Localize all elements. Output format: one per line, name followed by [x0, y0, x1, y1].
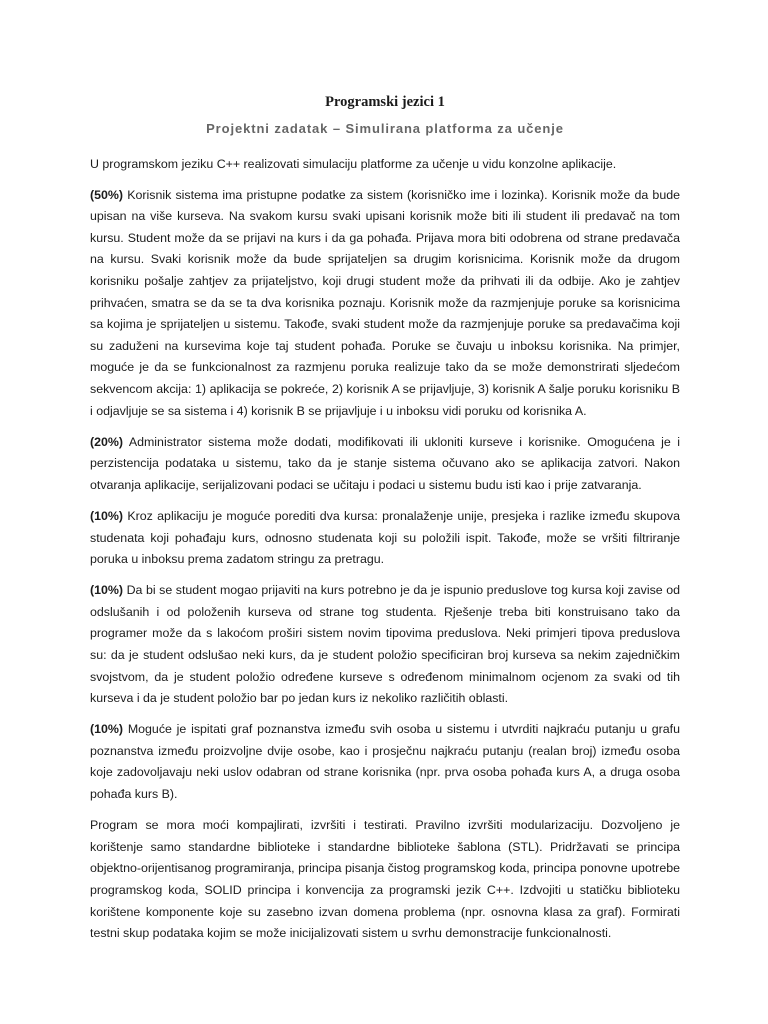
section-percent-2: (20%) — [90, 434, 124, 449]
section-text-2: Administrator sistema može dodati, modifikovati ili ukloniti kurseve i korisnike. Omogućena je i perzistencija podataka u sistemu, tako da je stanje sistema očuvano ako se aplikacija zatvori. Nakon otvaranja aplikacije, serijalizovani podaci se učitaju i podaci u sistemu budu isti kao i prije zatvaranja. — [90, 434, 680, 492]
section-text-5: Moguće je ispitati graf poznanstva između svih osoba u sistemu i utvrditi najkraću putanju u grafu poznanstva između proizvoljne dvije osobe, kao i prosječnu najkraću putanju (realan broj) između osoba koje zadovoljavaju neki uslov odabran od strane korisnika (npr. prva osoba pohađa kurs A, a druga osoba pohađa kurs B). — [90, 722, 680, 802]
document-subtitle: Projektni zadatak – Simulirana platforma za učenje — [206, 121, 564, 136]
section-paragraph-3 — [90, 506, 680, 571]
section-percent-3: (10%) — [90, 508, 124, 523]
section-paragraph-5 — [90, 719, 680, 805]
section-percent-4: (10%) — [90, 583, 124, 598]
intro-paragraph: U programskom jeziku C++ realizovati simulaciju platforme za učenje u vidu konzolne aplikacije. — [90, 157, 617, 171]
section-paragraph-4 — [90, 580, 680, 710]
section-text-1: Korisnik sistema ima pristupne podatke za sistem (korisničko ime i lozinka). Korisnik može da bude upisan na više kurseva. Na svakom kursu svaki upisani korisnik može biti ili student ili predavač na tom kursu. Student može da se prijavi na kurs i da ga pohađa. Prijava mora biti odobrena od strane predavača na kursu. Svaki korisnik može da bude sprijateljen sa drugim korisnicima. Korisnik može da drugom korisniku pošalje zahtjev za prijateljstvo, koji drugi student može da prihvati ili da odbije. Ako je zahtjev prihvaćen, smatra se da se ta dva korisnika poznaju. Korisnik može da razmjenjuje poruke sa korisnicima sa kojima je sprijateljen u sistemu. Takođe, svaki student može da razmjenjuje poruke sa predavačima koji su zaduženi na kursevima koje taj student pohađa. Poruke se čuvaju u inboksu korisnika. Na primjer, moguće je da se funkcionalnost za razmjenu poruka realizuje tako da se može demonstrirati sljedećom sekvencom akcija: 1) aplikacija se pokreće, 2) korisnik A se prijavljuje, 3) korisnik A šalje poruku korisniku B i odjavljuje se sa sistema i 4) korisnik B se prijavljuje i u inboksu vidi poruku od korisnika A. — [90, 187, 680, 418]
document-page — [90, 0, 680, 1024]
section-text-4: Da bi se student mogao prijaviti na kurs potrebno je da je ispunio preduslove tog kursa koji zavise od odslušanih i od položenih kurseva od strane tog studenta. Rješenje treba biti konstruisano tako da programer može da s lakoćom proširi sistem novim tipovima preduslova. Neki primjeri tipova preduslova su: da je student odslušao neki kurs, da je student položio specificiran broj kurseva sa nekim zajedničkim svojstvom, da je student položio određene kurseve s određenom minimalnom ocjenom za svaki od tih kurseva i da je student položio bar po jedan kurs iz nekoliko različitih oblasti. — [90, 583, 680, 706]
section-percent-1: (50%) — [90, 187, 124, 202]
document-title: Programski jezici 1 — [325, 94, 445, 110]
section-paragraph-2 — [90, 432, 680, 497]
document-body — [90, 154, 680, 954]
section-paragraph-1 — [90, 185, 680, 423]
section-text-3: Kroz aplikaciju je moguće porediti dva kursa: pronalaženje unije, presjeka i razlike između skupova studenata koji pohađaju kurs, odnosno studenata koji su položili ispit. Takođe, može se vršiti filtriranje poruka u inboksu prema zadatom stringu za pretragu. — [90, 508, 680, 567]
section-percent-5: (10%) — [90, 722, 124, 737]
closing-paragraph: Program se mora moći kompajlirati, izvršiti i testirati. Pravilno izvršiti modularizaciju. Dozvoljeno je korištenje samo standardne biblioteke i standardne biblioteke šablona (STL). Pridržavati se principa objektno-orijentisanog programiranja, principa pisanja čistog programskog koda, principa ponovne upotrebe programskog koda, SOLID principa i konvencija za programski jezik C++. Izdvojiti u statičku biblioteku korištene komponente koje su zasebno izvan domena problema (npr. osnovna klasa za graf). Formirati testni skup podataka kojim se može inicijalizovati sistem u svrhu demonstracije funkcionalnosti. — [90, 818, 680, 941]
